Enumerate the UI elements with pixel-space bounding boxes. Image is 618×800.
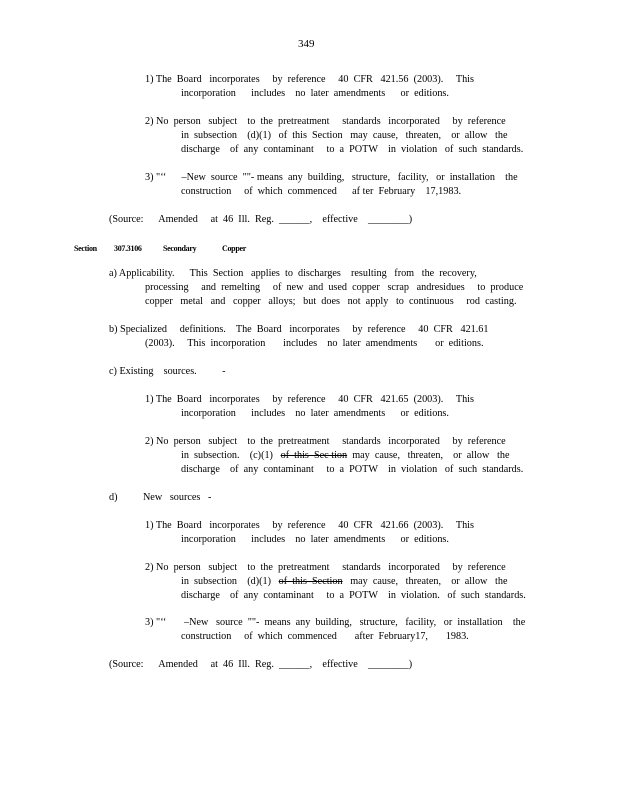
c-item2-line2 [181, 450, 509, 462]
source-text: , effective [309, 659, 368, 670]
d-item2-line2-post: may cause, threaten, or allow the [342, 576, 508, 587]
p1-item2-line2: in subsection (d)(1) of this Section may cause, threaten, or allow the [181, 130, 508, 141]
a-line3: copper metal and copper alloys; but does not apply to continuous rod casting. [145, 296, 517, 307]
d-heading: d) New sources - [109, 492, 212, 503]
source-text: (Source: Amended at 46 Ill. Reg. [109, 214, 280, 225]
register-blank: ______ [279, 659, 310, 670]
d-item2-line3: discharge of any contaminant to a POTW in violation. of such standards. [181, 590, 526, 601]
section-label: Section [74, 244, 97, 253]
section-code: 307.3106 [114, 244, 142, 253]
d-item3-line1: 3) "‘‘ –New source ""- means any building, structure, facility, or installation the [145, 617, 526, 628]
a-line2: processing and remelting of new and used copper scrap andresidues to produce [145, 282, 524, 293]
c-heading: c) Existing sources. - [109, 366, 226, 377]
c-item2-line2-pre: in subsection. (c)(1) [181, 450, 281, 461]
effective-blank: ________ [367, 214, 409, 225]
source-close: ) [408, 659, 413, 670]
p1-item3-line1: 3) "‘‘ –New source ""- means any building, structure, facility, or installation the [145, 172, 518, 183]
p1-item1-line1: 1) The Board incorporates by reference 40 CFR 421.56 (2003). This [145, 74, 474, 85]
d-item2-line2 [181, 576, 508, 588]
d-item2-line2-pre: in subsection (d)(1) [181, 576, 279, 587]
source-text: (Source: Amended at 46 Ill. Reg. [109, 659, 280, 670]
c-item1-line1: 1) The Board incorporates by reference 40 CFR 421.65 (2003). This [145, 394, 474, 405]
d-item1-line1: 1) The Board incorporates by reference 40 CFR 421.66 (2003). This [145, 520, 474, 531]
a-line1: a) Applicability. This Section applies to discharges resulting from the recovery, [109, 268, 477, 279]
d-item2-line1: 2) No person subject to the pretreatment standards incorporated by reference [145, 562, 506, 573]
struck-text: of this Sec tion [280, 450, 348, 461]
effective-blank: ________ [367, 659, 409, 670]
c-item1-line2: incorporation includes no later amendments or editions. [181, 408, 449, 419]
p1-item2-line1: 2) No person subject to the pretreatment standards incorporated by reference [145, 116, 506, 127]
page-number: 349 [298, 38, 315, 50]
c-item2-line1: 2) No person subject to the pretreatment standards incorporated by reference [145, 436, 506, 447]
b-line1: b) Specialized definitions. The Board incorporates by reference 40 CFR 421.61 [109, 324, 489, 335]
source-close: ) [408, 214, 413, 225]
b-line2: (2003). This incorporation includes no later amendments or editions. [145, 338, 484, 349]
register-blank: ______ [279, 214, 310, 225]
source-note-2 [109, 659, 412, 671]
source-text: , effective [309, 214, 368, 225]
source-note-1 [109, 214, 412, 226]
p1-item3-line2: construction of which commenced af ter February 17,1983. [181, 186, 462, 197]
p1-item2-line3: discharge of any contaminant to a POTW in violation of such standards. [181, 144, 524, 155]
section-title-1: Secondary [163, 244, 197, 253]
c-item2-line3: discharge of any contaminant to a POTW in violation of such standards. [181, 464, 524, 475]
d-item1-line2: incorporation includes no later amendments or editions. [181, 534, 449, 545]
section-title-2: Copper [222, 244, 246, 253]
struck-text: of this Section [278, 576, 343, 587]
d-item3-line2: construction of which commenced after February17, 1983. [181, 631, 469, 642]
p1-item1-line2: incorporation includes no later amendments or editions. [181, 88, 449, 99]
c-item2-line2-post: may cause, threaten, or allow the [347, 450, 510, 461]
